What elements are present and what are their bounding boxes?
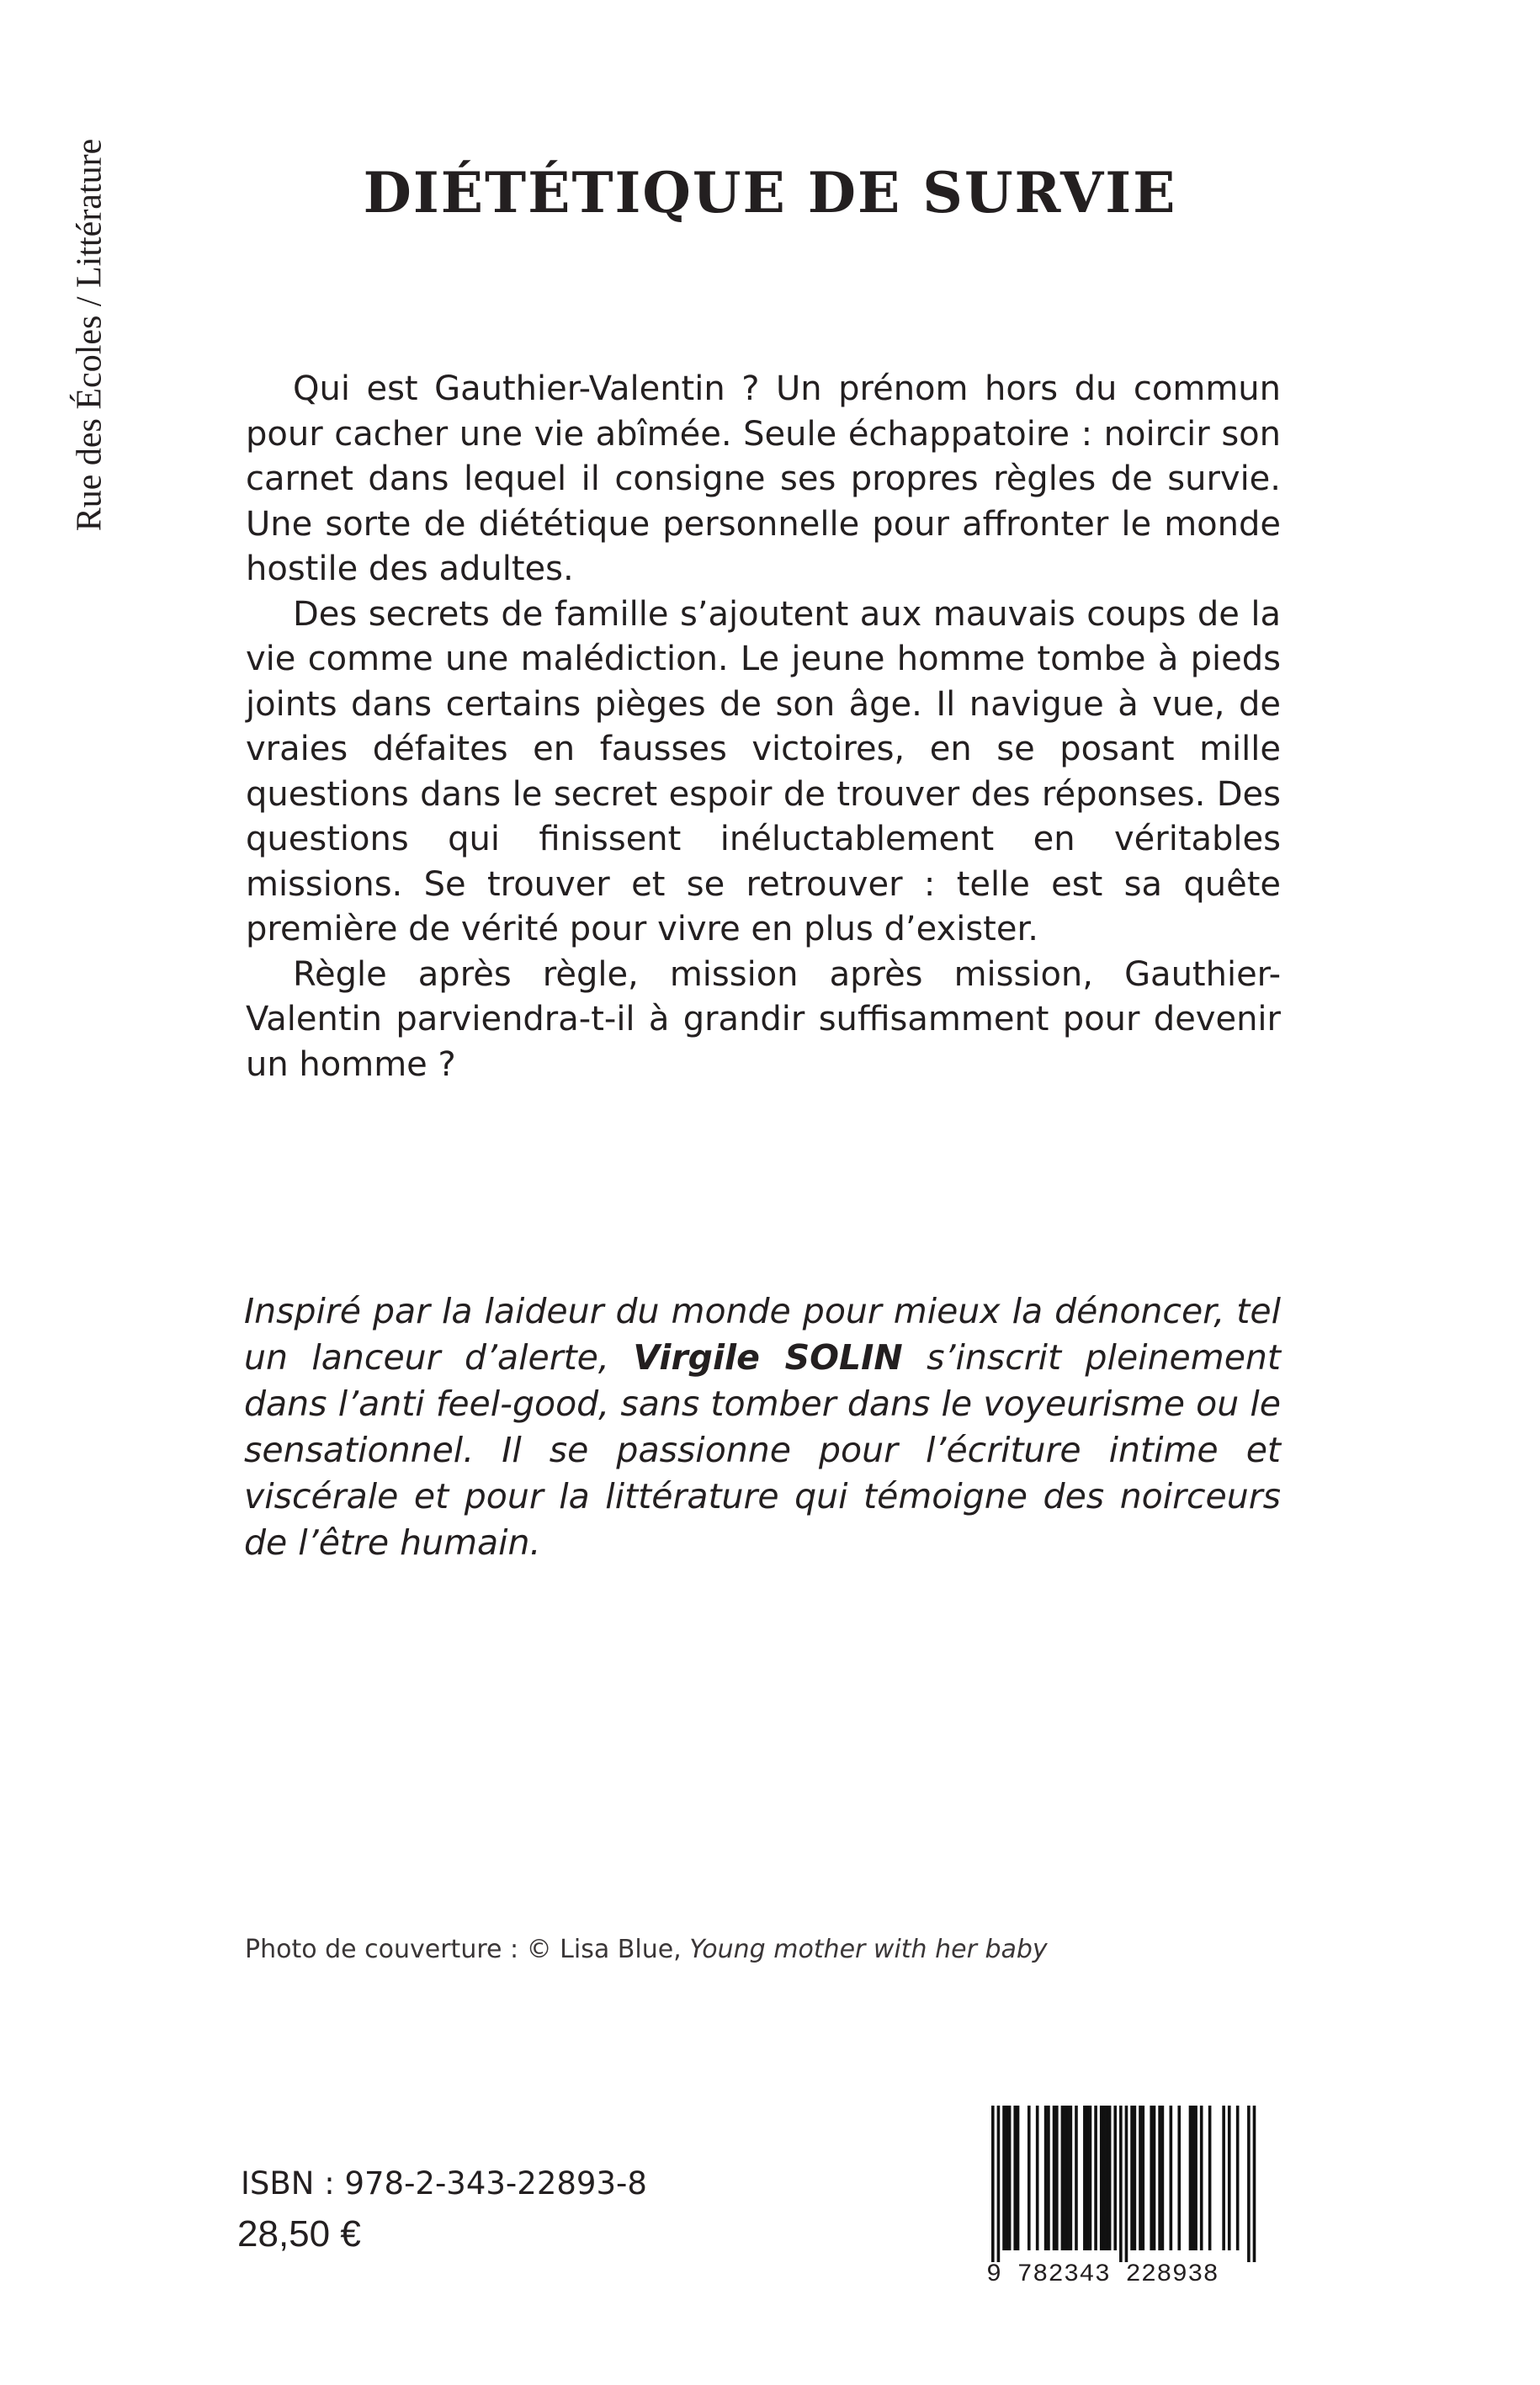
barcode-bar (1158, 2106, 1161, 2250)
barcode-bar (1200, 2106, 1203, 2250)
barcode-bar (1106, 2106, 1109, 2250)
barcode-bar (1153, 2106, 1156, 2250)
barcode-bar (1139, 2106, 1142, 2250)
bio-text-before: Inspiré par la laideur du monde pour mieux la dénoncer, tel un lanceur d’alerte, (244, 1291, 1281, 1378)
photo-credit (245, 1935, 1048, 1964)
barcode-bar (1044, 2106, 1048, 2250)
price: 28,50 € (237, 2213, 361, 2255)
barcode-bar (997, 2106, 1001, 2262)
barcode-bar (1028, 2106, 1031, 2250)
barcode-bar (1036, 2106, 1039, 2250)
barcode-bar (1053, 2106, 1056, 2250)
barcode-bar (1064, 2106, 1067, 2250)
book-title: DIÉTÉTIQUE DE SURVIE (363, 160, 1177, 226)
barcode-bar (1177, 2106, 1181, 2250)
barcode-bar (1008, 2106, 1012, 2250)
summary-text (246, 367, 1281, 1087)
barcode-bar (1150, 2106, 1153, 2250)
summary-paragraph-2: Des secrets de famille s’ajoutent aux mauvais coups de la vie comme une malédiction. Le jeune homme tombe à pieds joints dans certains pièges de son âge. Il navigue à vue, de vraies défaites en fausses victoires, en se posant mille questions dans le secret espoir de trouver des réponses. Des questions qui finissent inéluctablement en véritables missions. Se trouver et se retrouver : telle est sa quête première de vérité pour vivre en plus d’exister. (246, 594, 1281, 948)
barcode-bar (1170, 2106, 1173, 2250)
barcode-bar (1075, 2106, 1078, 2250)
barcode-bar (1108, 2106, 1112, 2250)
barcode-bar (1086, 2106, 1089, 2250)
barcode-bar (1194, 2106, 1197, 2250)
barcode-bar (1047, 2106, 1050, 2250)
barcode-bar (1236, 2106, 1240, 2250)
barcode-bar (1102, 2106, 1106, 2250)
barcode-bar (1006, 2106, 1009, 2250)
barcode-bar (1013, 2106, 1017, 2250)
series-name: Rue des Écoles / Littérature (70, 138, 109, 531)
summary-paragraph-1: Qui est Gauthier-Valentin ? Un prénom hors du commun pour cacher une vie abîmée. Seule échappatoire : noircir son carnet dans lequel il consigne ses propres règles de survie. Une sorte de diététique personnelle pour affronter le monde hostile des adultes. (246, 369, 1281, 588)
barcode-bar (1192, 2106, 1195, 2250)
bio-text-after: s’inscrit pleinement dans l’anti feel-good, sans tomber dans le voyeurisme ou le sensationnel. Il se passionne pour l’écriture intime et viscérale et pour la littérature qui témoigne des noirceurs de l’être humain. (244, 1337, 1281, 1563)
author-bio (244, 1288, 1281, 1566)
barcode-bar (1161, 2106, 1165, 2250)
barcode-bar (1017, 2106, 1020, 2250)
barcode-bar (1247, 2106, 1251, 2262)
barcode-bar (1061, 2106, 1065, 2250)
barcode-bar (1100, 2106, 1103, 2250)
spine-label (66, 97, 113, 572)
summary-paragraph-3: Règle après règle, mission après mission, Gauthier-Valentin parviendra-t-il à grandir suffisamment pour devenir un homme ? (246, 954, 1281, 1084)
barcode-bar (1089, 2106, 1092, 2250)
barcode-bar (1055, 2106, 1059, 2250)
photo-credit-work: Young mother with her baby (689, 1935, 1048, 1964)
barcode-digits: 9 782343 228938 (986, 2260, 1219, 2289)
barcode (985, 2104, 1262, 2264)
barcode-bar (1113, 2106, 1117, 2250)
barcode-bar (1208, 2106, 1212, 2250)
author-name: Virgile SOLIN (633, 1337, 903, 1378)
barcode-bar (1119, 2106, 1123, 2262)
isbn: ISBN : 978-2-343-22893-8 (241, 2165, 647, 2202)
barcode-bar (1066, 2106, 1070, 2250)
barcode-bars (985, 2104, 1262, 2264)
barcode-bar (1125, 2106, 1128, 2262)
barcode-bar (1002, 2106, 1006, 2250)
barcode-bar (1253, 2106, 1256, 2262)
barcode-bar (1083, 2106, 1086, 2250)
barcode-bar (1094, 2106, 1097, 2250)
barcode-bar (1228, 2106, 1231, 2250)
barcode-bar (1070, 2106, 1073, 2250)
barcode-bar (991, 2106, 995, 2262)
barcode-bar (1134, 2106, 1137, 2250)
barcode-bar (1130, 2106, 1134, 2250)
barcode-bar (1189, 2106, 1192, 2250)
barcode-bar (1141, 2106, 1144, 2250)
barcode-bar (1222, 2106, 1225, 2250)
photo-credit-label: Photo de couverture : © Lisa Blue, (245, 1935, 690, 1964)
